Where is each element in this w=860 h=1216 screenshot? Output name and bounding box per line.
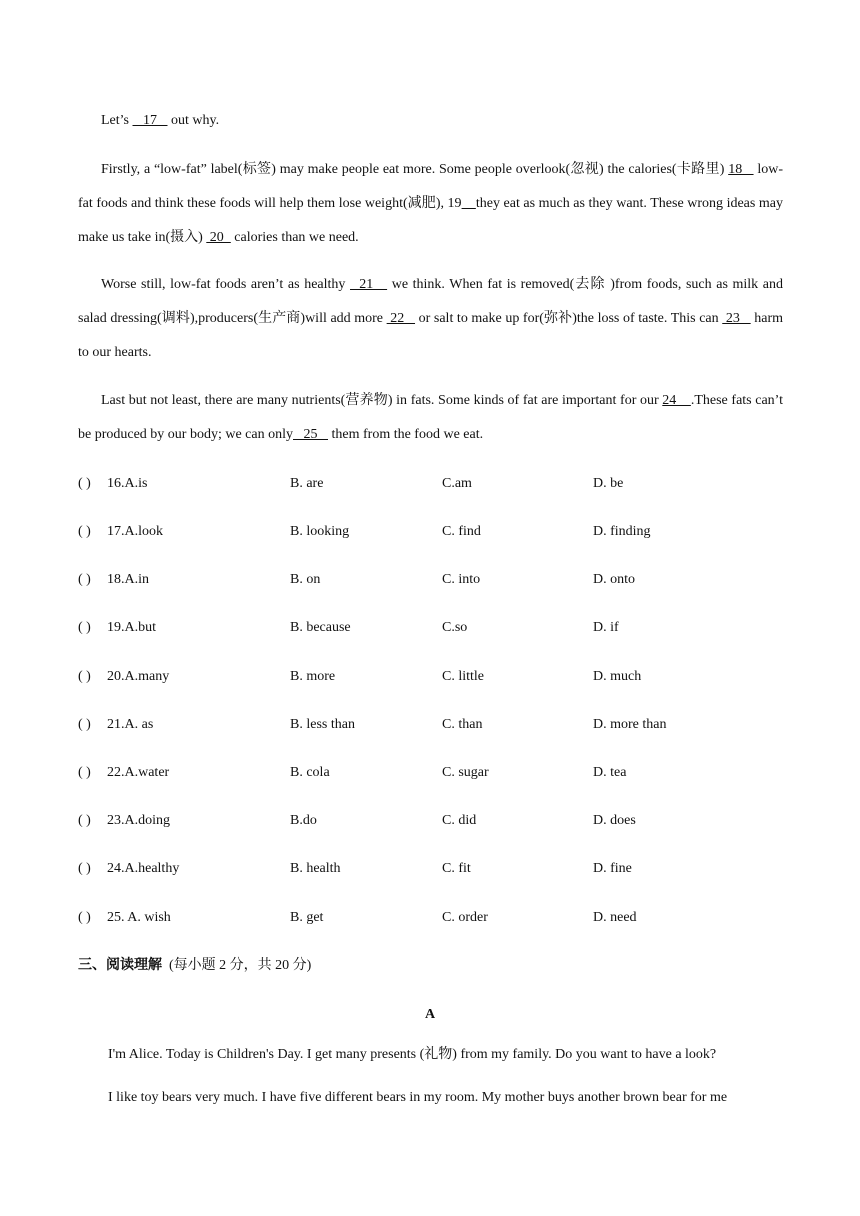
- question-row: [78, 474, 783, 494]
- option-a: 25. A. wish: [107, 910, 171, 925]
- passage-paragraph-3: [78, 384, 783, 452]
- text-run: out why.: [167, 113, 220, 128]
- answer-paren: ( ): [78, 861, 91, 876]
- question-row: [78, 570, 783, 590]
- text-run: low-fat foods and think these foods will help them lose weight(减肥), 19: [78, 162, 783, 211]
- answer-paren: ( ): [78, 476, 91, 491]
- question-row: [78, 667, 783, 687]
- option-a: 19.A.but: [107, 620, 156, 635]
- option-a: 16.A.is: [107, 476, 148, 491]
- blank-24: 24: [662, 393, 691, 408]
- text-run: they eat as much as they want. These wrong ideas may make us take in(摄入): [78, 196, 784, 245]
- question-row: [78, 811, 783, 831]
- text-run: or salt to make up for(弥补)the loss of taste. This can: [415, 311, 723, 326]
- option-a: 21.A. as: [107, 717, 154, 732]
- question-row: [78, 763, 783, 783]
- answer-paren: ( ): [78, 765, 91, 780]
- blank-21: 21: [350, 277, 388, 292]
- option-b: B. more: [290, 669, 336, 684]
- blank-22: 22: [386, 311, 416, 326]
- passage-line-17: [78, 104, 783, 138]
- answer-paren: ( ): [78, 620, 91, 635]
- question-row: [78, 859, 783, 879]
- option-d: D. need: [593, 910, 637, 925]
- blank-19: [462, 196, 476, 211]
- option-d: D. more than: [593, 717, 667, 732]
- answer-paren: ( ): [78, 524, 91, 539]
- option-c: C. sugar: [442, 765, 489, 780]
- text-run: we think. When fat is removed(去除 )from foods, such as milk and salad dressing(调料),producers(生产商)will add more: [78, 277, 784, 326]
- text-run: harm to our hearts.: [78, 311, 784, 360]
- option-d: D. fine: [593, 861, 632, 876]
- question-row: [78, 908, 783, 928]
- option-d: D. does: [593, 813, 636, 828]
- option-b: B. are: [290, 476, 324, 491]
- option-b: B. cola: [290, 765, 330, 780]
- option-b: B. get: [290, 910, 324, 925]
- answer-paren: ( ): [78, 669, 91, 684]
- option-a: 22.A.water: [107, 765, 170, 780]
- option-c: C. into: [442, 572, 481, 587]
- option-c: C. fit: [442, 861, 471, 876]
- option-c: C. find: [442, 524, 481, 539]
- option-c: C. than: [442, 717, 483, 732]
- section-heading: [78, 956, 311, 976]
- question-row: [78, 715, 783, 735]
- option-b: B. health: [290, 861, 341, 876]
- text-run: calories than we need.: [230, 230, 359, 245]
- text-run: Worse still, low-fat foods aren’t as healthy: [101, 277, 351, 292]
- option-b: B.do: [290, 813, 317, 828]
- option-d: D. much: [593, 669, 642, 684]
- option-d: D. be: [593, 476, 624, 491]
- reading-line-1: I'm Alice. Today is Children's Day. I get many presents (礼物) from my family. Do you want to have a look?: [108, 1047, 717, 1062]
- text-run: Firstly, a “low-fat” label(标签) may make people eat more. Some people overlook(忽视) the calories(卡路里): [101, 162, 729, 177]
- answer-paren: ( ): [78, 813, 91, 828]
- section-score-note: (每小题 2 分，共 20 分): [162, 958, 312, 973]
- option-d: D. onto: [593, 572, 635, 587]
- option-c: C.so: [442, 620, 468, 635]
- text-run: them from the food we eat.: [328, 427, 484, 442]
- option-d: D. tea: [593, 765, 627, 780]
- answer-paren: ( ): [78, 910, 91, 925]
- option-c: C. little: [442, 669, 484, 684]
- option-a: 18.A.in: [107, 572, 149, 587]
- answer-paren: ( ): [78, 572, 91, 587]
- blank-18: 18: [728, 162, 754, 177]
- question-row: [78, 522, 783, 542]
- option-b: B. because: [290, 620, 351, 635]
- option-a: 24.A.healthy: [107, 861, 180, 876]
- option-d: D. if: [593, 620, 619, 635]
- option-a: 20.A.many: [107, 669, 170, 684]
- answer-paren: ( ): [78, 717, 91, 732]
- option-c: C.am: [442, 476, 472, 491]
- blank-23: 23: [722, 311, 751, 326]
- blank-25: 25: [293, 427, 328, 442]
- passage-paragraph-2: [78, 268, 783, 370]
- blank-20: 20: [206, 230, 231, 245]
- option-c: C. order: [442, 910, 488, 925]
- blank-17: 17: [132, 113, 168, 128]
- option-b: B. looking: [290, 524, 350, 539]
- passage-label: A: [424, 1007, 436, 1022]
- text-run: Last but not least, there are many nutrients(营养物) in fats. Some kinds of fat are important for our: [101, 393, 663, 408]
- option-b: B. on: [290, 572, 321, 587]
- option-c: C. did: [442, 813, 477, 828]
- option-a: 23.A.doing: [107, 813, 170, 828]
- option-d: D. finding: [593, 524, 651, 539]
- text-run: .These fats can’t be produced by our body; we can only: [78, 393, 783, 442]
- reading-line-2: I like toy bears very much. I have five different bears in my room. My mother buys another brown bear for me: [108, 1090, 728, 1105]
- section-title: 三、阅读理解: [78, 958, 162, 973]
- option-a: 17.A.look: [107, 524, 163, 539]
- text-run: Let’s: [101, 113, 133, 128]
- question-row: [78, 618, 783, 638]
- option-b: B. less than: [290, 717, 355, 732]
- passage-paragraph-1: [78, 153, 783, 255]
